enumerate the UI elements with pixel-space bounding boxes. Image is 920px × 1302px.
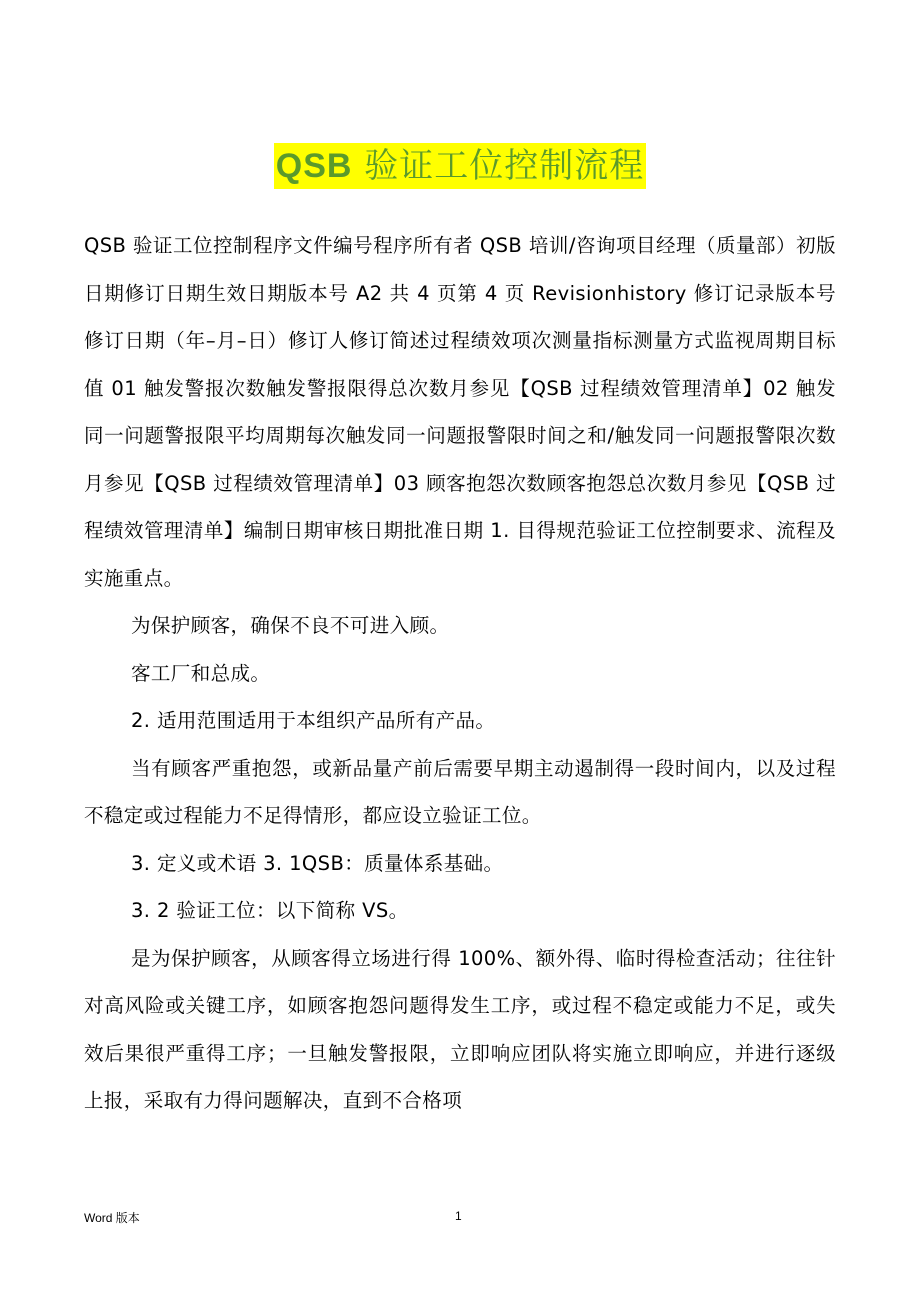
paragraph-definition-vs: 3. 2 验证工位：以下简称 VS。 xyxy=(131,899,409,922)
paragraph: 当有顾客严重抱怨，或新品量产前后需要早期主动遏制得一段时间内，以及过程不稳定或过程能力不足得情形，都应设立验证工位。 xyxy=(84,756,836,827)
paragraph-header-block: QSB 验证工位控制程序文件编号程序所有者 QSB 培训/咨询项目经理（质量部）初版日期修订日期生效日期版本号 A2 共 4 页第 4 页 Revisionhistory 修订记录版本号修订日期（年–月–日）修订人修订简述过程绩效项次测量指标测量方式监视周期目标值 01 触发警报次数触发警报限得总次数月参见【QSB 过程绩效管理清单】02 触发同一问题警报限平均周期每次触发同一问题报警限时间之和/触发同一问题报警限次数月参见【QSB 过程绩效管理清单】03 顾客抱怨次数顾客抱怨总次数月参见【QSB 过程绩效管理清单】编制日期审核日期批准日期 1. 目得规范验证工位控制要求、流程及实施重点。 xyxy=(84,234,836,590)
document-title-latin: QSB xyxy=(275,147,353,185)
footer-label: Word 版本 xyxy=(84,1211,140,1225)
document-title xyxy=(274,143,647,189)
footer-page-number: 1 xyxy=(455,1209,462,1223)
paragraph-scope: 2. 适用范围适用于本组织产品所有产品。 xyxy=(131,709,496,732)
document-title-cjk: 验证工位控制流程 xyxy=(352,146,645,186)
paragraph: 客工厂和总成。 xyxy=(131,661,271,685)
title-container xyxy=(0,143,920,189)
paragraph: 是为保护顾客，从顾客得立场进行得 100%、额外得、临时得检查活动；往往针对高风险或关键工序，如顾客抱怨问题得发生工序，或过程不稳定或能力不足，或失效后果很严重得工序；一旦触发警报限，立即响应团队将实施立即响应，并进行逐级上报，采取有力得问题解决，直到不合格项 xyxy=(84,946,836,1112)
paragraph-definitions: 3. 定义或术语 3. 1QSB：质量体系基础。 xyxy=(131,851,504,875)
paragraph: 为保护顾客，确保不良不可进入顾。 xyxy=(131,614,450,637)
document-body xyxy=(84,222,836,1125)
